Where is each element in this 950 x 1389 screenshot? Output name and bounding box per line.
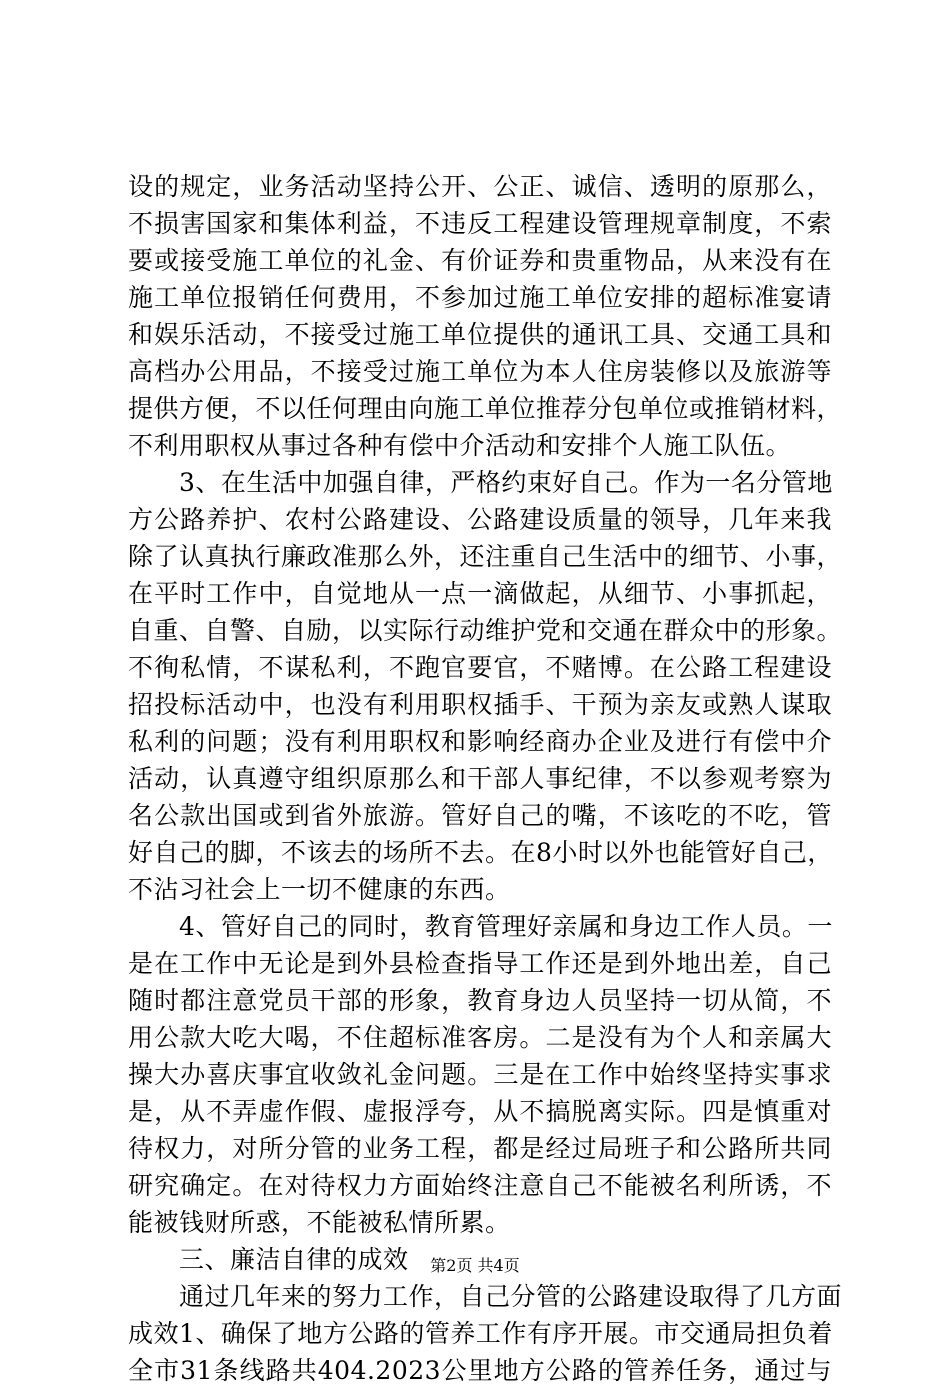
text-line: 要或接受施工单位的礼金、有价证券和贵重物品，从来没有在 [128, 246, 832, 275]
text-line: 研究确定。在对待权力方面始终注意自己不能被名利所诱，不 [128, 1171, 832, 1200]
text-line: 不损害国家和集体利益，不违反工程建设管理规章制度，不索 [128, 209, 832, 238]
text-line: 名公款出国或到省外旅游。管好自己的嘴，不该吃的不吃，管 [128, 801, 832, 830]
text-line: 待权力，对所分管的业务工程，都是经过局班子和公路所共同 [128, 1134, 832, 1163]
text-line: 是在工作中无论是到外县检查指导工作还是到外地出差，自己 [128, 949, 832, 978]
text-line: 施工单位报销任何费用，不参加过施工单位安排的超标准宴请 [128, 283, 832, 312]
text-line: 用公款大吃大喝，不住超标准客房。二是没有为个人和亲属大 [128, 1023, 832, 1052]
text-line: 高档办公用品，不接受过施工单位为本人住房装修以及旅游等 [128, 357, 832, 386]
text-line: 不徇私情，不谋私利，不跑官要官，不赌博。在公路工程建设 [128, 653, 832, 682]
text-line: 招投标活动中，也没有利用职权插手、干预为亲友或熟人谋取 [128, 690, 832, 719]
text-line: 在平时工作中，自觉地从一点一滴做起，从细节、小事抓起， [128, 579, 832, 608]
text-line: 4、管好自己的同时，教育管理好亲属和身边工作人员。一 [128, 912, 833, 941]
text-line: 通过几年来的努力工作，自己分管的公路建设取得了几方面 [128, 1282, 843, 1311]
page-footer: 第2页 共4页 [430, 1256, 520, 1275]
text-line: 三、廉洁自律的成效 [128, 1245, 409, 1274]
text-line: 活动，认真遵守组织原那么和干部人事纪律，不以参观考察为 [128, 764, 832, 793]
text-line: 除了认真执行廉政准那么外，还注重自己生活中的细节、小事， [128, 542, 843, 571]
text-line: 3、在生活中加强自律，严格约束好自己。作为一名分管地 [128, 468, 833, 497]
text-line: 方公路养护、农村公路建设、公路建设质量的领导，几年来我 [128, 505, 832, 534]
text-line: 随时都注意党员干部的形象，教育身边人员坚持一切从简，不 [128, 986, 832, 1015]
text-line: 不利用职权从事过各种有偿中介活动和安排个人施工队伍。 [128, 431, 792, 460]
text-line: 自重、自警、自励，以实际行动维护党和交通在群众中的形象。 [128, 616, 843, 645]
text-line: 提供方便，不以任何理由向施工单位推荐分包单位或推销材料， [128, 394, 843, 423]
text-line: 好自己的脚，不该去的场所不去。在8小时以外也能管好自己， [128, 838, 833, 867]
text-line: 全市31条线路共404.2023公里地方公路的管养任务，通过与 [128, 1356, 832, 1385]
text-line: 私利的问题；没有利用职权和影响经商办企业及进行有偿中介 [128, 727, 832, 756]
text-line: 不沾习社会上一切不健康的东西。 [128, 875, 511, 904]
text-line: 成效1、确保了地方公路的管养工作有序开展。市交通局担负着 [128, 1319, 833, 1348]
document-body [128, 168, 843, 1389]
text-line: 操大办喜庆事宜收敛礼金问题。三是在工作中始终坚持实事求 [128, 1060, 832, 1089]
text-line: 是，从不弄虚作假、虚报浮夸，从不搞脱离实际。四是慎重对 [128, 1097, 832, 1126]
text-line: 和娱乐活动，不接受过施工单位提供的通讯工具、交通工具和 [128, 320, 832, 349]
text-line: 能被钱财所惑，不能被私情所累。 [128, 1208, 511, 1237]
text-line: 设的规定，业务活动坚持公开、公正、诚信、透明的原那么， [128, 172, 832, 201]
